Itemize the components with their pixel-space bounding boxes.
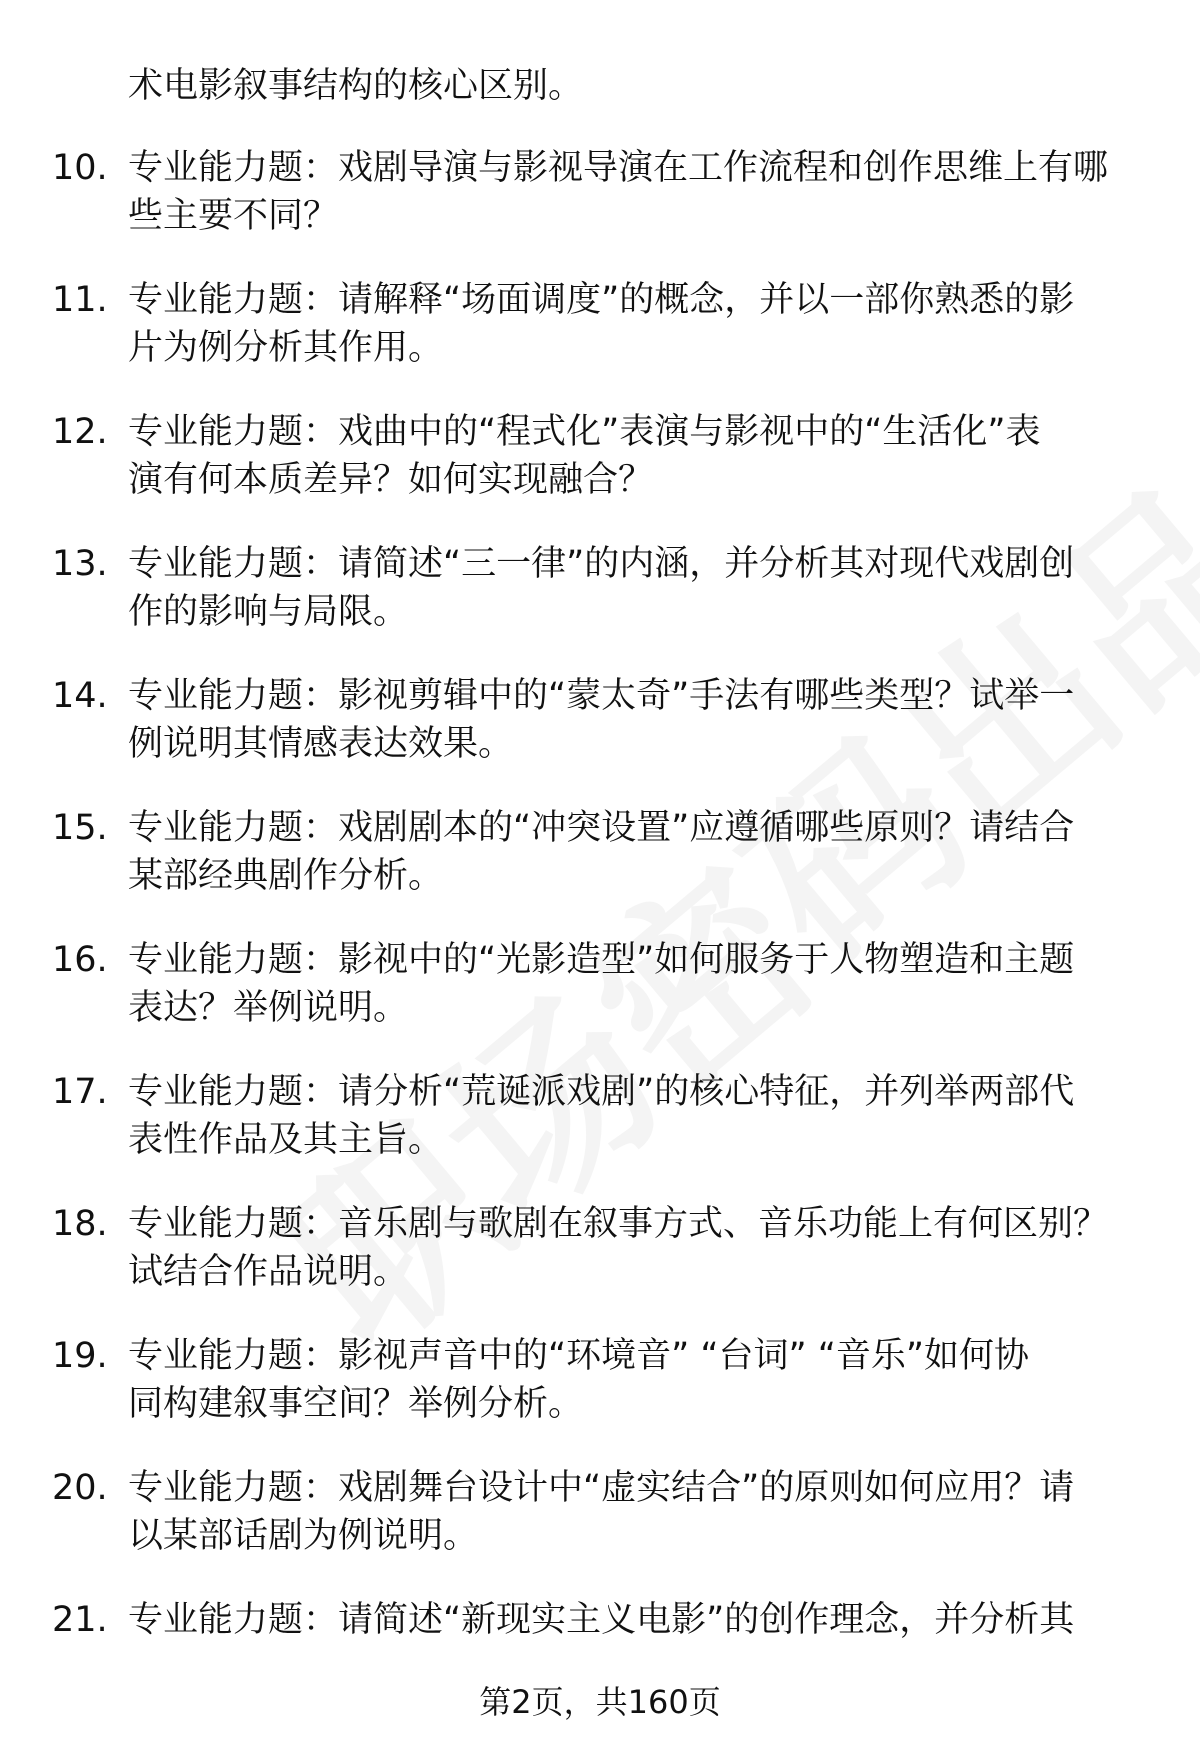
question-text bbox=[128, 1596, 1138, 1644]
question-item bbox=[0, 804, 1200, 936]
question-item bbox=[0, 276, 1200, 408]
question-number: 15. bbox=[52, 808, 108, 848]
question-text-line: 某部经典剧作分析。 bbox=[128, 856, 444, 896]
question-text-line: 专业能力题：戏剧舞台设计中“虚实结合”的原则如何应用？请 bbox=[128, 1468, 1075, 1508]
question-text-line: 专业能力题：影视剪辑中的“蒙太奇”手法有哪些类型？试举一 bbox=[128, 676, 1075, 716]
question-text bbox=[128, 408, 1138, 504]
question-number: 13. bbox=[52, 544, 108, 584]
question-text-line: 专业能力题：请分析“荒诞派戏剧”的核心特征，并列举两部代 bbox=[128, 1072, 1075, 1112]
question-item bbox=[0, 408, 1200, 540]
question-number: 11. bbox=[52, 280, 108, 320]
question-text bbox=[128, 672, 1138, 768]
question-item bbox=[0, 1464, 1200, 1596]
question-text bbox=[128, 144, 1138, 240]
question-text-line: 专业能力题：影视中的“光影造型”如何服务于人物塑造和主题 bbox=[128, 940, 1075, 980]
question-text-line: 些主要不同？ bbox=[128, 196, 339, 236]
question-text bbox=[128, 1332, 1138, 1428]
question-number: 17. bbox=[52, 1072, 108, 1112]
question-item bbox=[0, 1068, 1200, 1200]
question-text-line: 专业能力题：戏曲中的“程式化”表演与影视中的“生活化”表 bbox=[128, 412, 1041, 452]
question-number: 18. bbox=[52, 1204, 108, 1244]
question-text-line: 以某部话剧为例说明。 bbox=[128, 1516, 479, 1556]
question-text-line: 专业能力题：戏剧剧本的“冲突设置”应遵循哪些原则？请结合 bbox=[128, 808, 1075, 848]
question-text-line: 演有何本质差异？如何实现融合？ bbox=[128, 460, 654, 500]
question-text-line: 表性作品及其主旨。 bbox=[128, 1120, 444, 1160]
question-number: 12. bbox=[52, 412, 108, 452]
question-item bbox=[0, 540, 1200, 672]
question-text bbox=[128, 276, 1138, 372]
question-text-line: 试结合作品说明。 bbox=[128, 1252, 409, 1292]
question-number: 14. bbox=[52, 676, 108, 716]
question-text bbox=[128, 1200, 1138, 1296]
question-item bbox=[0, 936, 1200, 1068]
question-item bbox=[0, 144, 1200, 276]
question-text bbox=[128, 1464, 1138, 1560]
question-number: 19. bbox=[52, 1336, 108, 1376]
question-text-line: 片为例分析其作用。 bbox=[128, 328, 444, 368]
question-text-line: 专业能力题：请简述“三一律”的内涵，并分析其对现代戏剧创 bbox=[128, 544, 1075, 584]
question-text-line: 例说明其情感表达效果。 bbox=[128, 724, 514, 764]
question-text bbox=[128, 804, 1138, 900]
continuation-text: 术电影叙事结构的核心区别。 bbox=[128, 66, 584, 106]
question-text-line: 作的影响与局限。 bbox=[128, 592, 409, 632]
question-item bbox=[0, 1332, 1200, 1464]
question-number: 20. bbox=[52, 1468, 108, 1508]
question-text bbox=[128, 936, 1138, 1032]
question-text-line: 表达？举例说明。 bbox=[128, 988, 409, 1028]
question-text-line: 同构建叙事空间？举例分析。 bbox=[128, 1384, 584, 1424]
question-text-line: 专业能力题：请简述“新现实主义电影”的创作理念，并分析其 bbox=[128, 1600, 1075, 1640]
question-number: 16. bbox=[52, 940, 108, 980]
page-footer: 第2页，共160页 bbox=[479, 1683, 721, 1721]
question-text bbox=[128, 540, 1138, 636]
question-item bbox=[0, 1200, 1200, 1332]
question-text bbox=[128, 1068, 1138, 1164]
question-text-line: 专业能力题：音乐剧与歌剧在叙事方式、音乐功能上有何区别？ bbox=[128, 1204, 1109, 1244]
question-text-line: 专业能力题：请解释“场面调度”的概念，并以一部你熟悉的影 bbox=[128, 280, 1075, 320]
question-text-line: 专业能力题：戏剧导演与影视导演在工作流程和创作思维上有哪 bbox=[128, 148, 1109, 188]
question-item bbox=[0, 672, 1200, 804]
question-number: 21. bbox=[52, 1600, 108, 1640]
question-list bbox=[0, 144, 1200, 1728]
question-text-line: 专业能力题：影视声音中的“环境音” “台词” “音乐”如何协 bbox=[128, 1336, 1030, 1376]
question-number: 10. bbox=[52, 148, 108, 188]
